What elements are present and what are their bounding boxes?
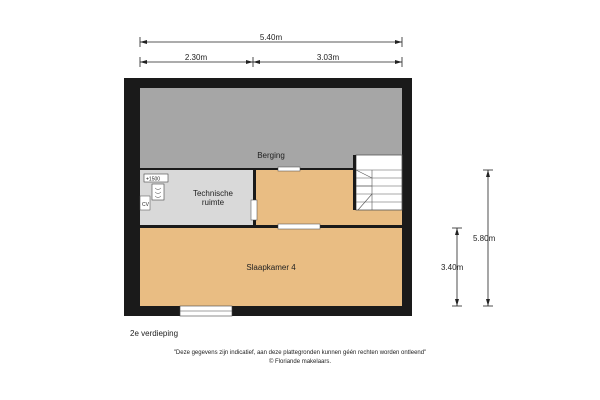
floor-label: 2e verdieping [130, 329, 179, 338]
disclaimer [0, 349, 600, 367]
interior-wall-storage [140, 168, 355, 170]
dimension-bedroom-depth: 3.40m [441, 263, 464, 272]
room-label-storage: Berging [257, 151, 285, 160]
door-storage [278, 167, 300, 171]
dimension-total-depth: 5.80m [473, 234, 496, 243]
door-bedroom [278, 224, 320, 229]
cv-tag: CV [142, 202, 149, 208]
room-label-bedroom: Slaapkamer 4 [246, 263, 296, 272]
door-technical [251, 200, 257, 220]
room-label-technical-line2: ruimte [201, 198, 225, 207]
staircase [353, 155, 402, 210]
room-label-technical-line1: Technische [192, 189, 234, 198]
dimension-right-width: 3.03m [316, 53, 340, 62]
dimension-top-split [140, 57, 402, 67]
dimension-total-width: 5.40m [259, 33, 283, 42]
boiler-tag: +1500 [146, 176, 161, 183]
dimension-left-width: 2.30m [184, 53, 208, 62]
disclaimer-line-1: "Deze gegevens zijn indicatief, aan deze plattegronden kunnen géén rechten worden ontleend" [173, 350, 427, 356]
interior-wall-bedroom [140, 225, 402, 228]
disclaimer-line-2: © Floriande makelaars. [268, 359, 332, 365]
